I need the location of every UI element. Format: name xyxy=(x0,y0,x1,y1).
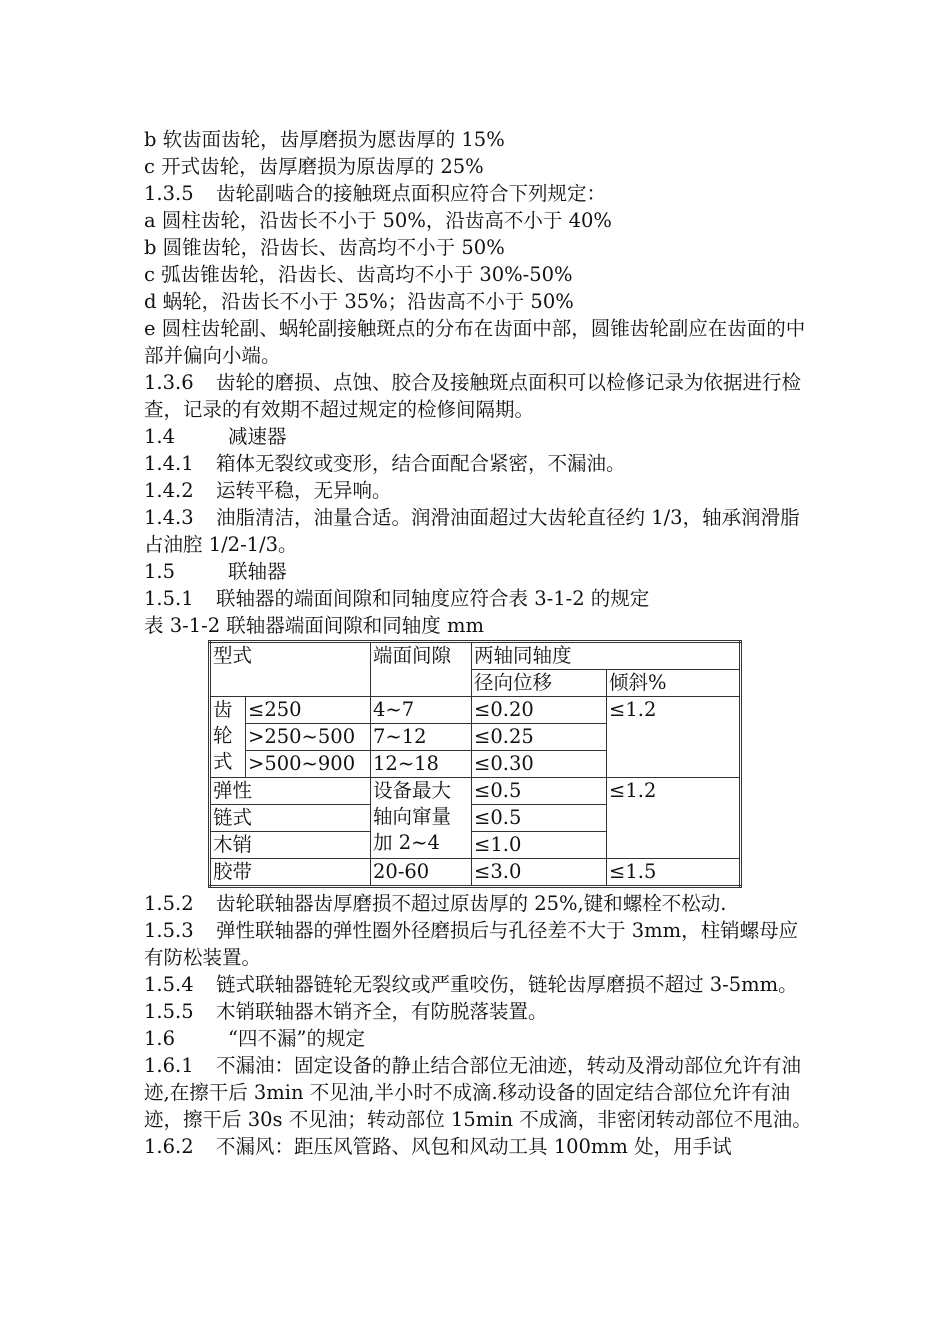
table-cell: ≤250 xyxy=(246,697,371,724)
table-caption: 表 3-1-2 联轴器端面间隙和同轴度 mm xyxy=(144,614,484,637)
table-cell: 20-60 xyxy=(371,859,472,887)
table-cell: ≤1.5 xyxy=(607,859,741,887)
clause-1-4-3: 1.4.3 油脂清洁，油量合适。润滑油面超过大齿轮直径约 1/3，轴承润滑脂占油腔 1/2-1/3。 xyxy=(144,506,800,556)
table-cell: ≤0.25 xyxy=(472,724,607,751)
header-gap: 端面间隙 xyxy=(371,642,472,697)
header-radial: 径向位移 xyxy=(472,670,607,697)
table-cell: 木销 xyxy=(210,832,371,859)
table-cell: ≤0.5 xyxy=(472,805,607,832)
clause-1-5-4: 1.5.4 链式联轴器链轮无裂纹或严重咬伤，链轮齿厚磨损不超过 3-5mm。 xyxy=(144,973,798,996)
table-row xyxy=(210,697,741,724)
clause-1-5-5: 1.5.5 木销联轴器木销齐全，有防脱落装置。 xyxy=(144,1000,548,1023)
table-cell: ≤1.2 xyxy=(607,778,741,859)
section-1-5: 1.5 联轴器 xyxy=(144,560,287,583)
paragraph-e: e 圆柱齿轮副、蜗轮副接触斑点的分布在齿面中部，圆锥齿轮副应在齿面的中部并偏向小端。 xyxy=(144,317,806,367)
table-cell: 12~18 xyxy=(371,751,472,778)
text-line: b 圆锥齿轮，沿齿长、齿高均不小于 50% xyxy=(144,236,505,259)
text-line: d 蜗轮，沿齿长不小于 35%；沿齿高不小于 50% xyxy=(144,290,574,313)
table-cell: 链式 xyxy=(210,805,371,832)
clause-1-5-3: 1.5.3 弹性联轴器的弹性圈外径磨损后与孔径差不大于 3mm，柱销螺母应有防松装置。 xyxy=(144,919,799,969)
text-line: a 圆柱齿轮，沿齿长不小于 50%，沿齿高不小于 40% xyxy=(144,209,612,232)
clause-1-3-6: 1.3.6 齿轮的磨损、点蚀、胶合及接触斑点面积可以检修记录为依据进行检查，记录的有效期不超过规定的检修间隔期。 xyxy=(144,371,802,421)
text-line: b 软齿面齿轮，齿厚磨损为愿齿厚的 15% xyxy=(144,128,505,151)
clause-1-4-1: 1.4.1 箱体无裂纹或变形，结合面配合紧密，不漏油。 xyxy=(144,452,626,475)
table-row xyxy=(210,859,741,887)
table-cell: >250~500 xyxy=(246,724,371,751)
header-coaxiality: 两轴同轴度 xyxy=(472,642,741,670)
table-cell: 弹性 xyxy=(210,778,371,805)
clause-1-6-2: 1.6.2 不漏风：距压风管路、风包和风动工具 100mm 处，用手试 xyxy=(144,1135,732,1158)
table-cell: 4~7 xyxy=(371,697,472,724)
table-cell: 7~12 xyxy=(371,724,472,751)
clause-1-6-1: 1.6.1 不漏油：固定设备的静止结合部位无油迹，转动及滑动部位允许有油迹,在擦干后 3min 不见油,半小时不成滴.移动设备的固定结合部位允许有油迹，擦干后 30s 不见油；转动部位 15min 不成滴，非密闭转动部位不甩油。 xyxy=(144,1054,812,1131)
section-1-6: 1.6 “四不漏”的规定 xyxy=(144,1027,365,1050)
gear-type-label: 齿 轮 式 xyxy=(210,697,246,778)
table-cell: ≤1.2 xyxy=(607,697,741,778)
table-cell: 设备最大 轴向窜量 加 2~4 xyxy=(371,778,472,859)
document-page xyxy=(144,126,814,1160)
table-row xyxy=(210,778,741,805)
text-line: c 弧齿锥齿轮，沿齿长、齿高均不小于 30%-50% xyxy=(144,263,573,286)
table-cell: ≤0.30 xyxy=(472,751,607,778)
table-cell: ≤0.20 xyxy=(472,697,607,724)
table-cell: ≤0.5 xyxy=(472,778,607,805)
text-line: c 开式齿轮，齿厚磨损为原齿厚的 25% xyxy=(144,155,484,178)
section-1-4: 1.4 减速器 xyxy=(144,425,287,448)
table-header-row xyxy=(210,642,741,670)
header-type: 型式 xyxy=(210,642,371,697)
coupling-spec-table xyxy=(208,640,742,888)
table-cell: >500~900 xyxy=(246,751,371,778)
clause-1-4-2: 1.4.2 运转平稳，无异响。 xyxy=(144,479,392,502)
table-cell: 胶带 xyxy=(210,859,371,887)
table-cell: ≤3.0 xyxy=(472,859,607,887)
clause-1-5-2: 1.5.2 齿轮联轴器齿厚磨损不超过原齿厚的 25%,键和螺栓不松动. xyxy=(144,892,727,915)
clause-1-5-1: 1.5.1 联轴器的端面间隙和同轴度应符合表 3-1-2 的规定 xyxy=(144,587,650,610)
table-cell: ≤1.0 xyxy=(472,832,607,859)
clause-1-3-5: 1.3.5 齿轮副啮合的接触斑点面积应符合下列规定： xyxy=(144,182,607,205)
header-tilt: 倾斜% xyxy=(607,670,741,697)
